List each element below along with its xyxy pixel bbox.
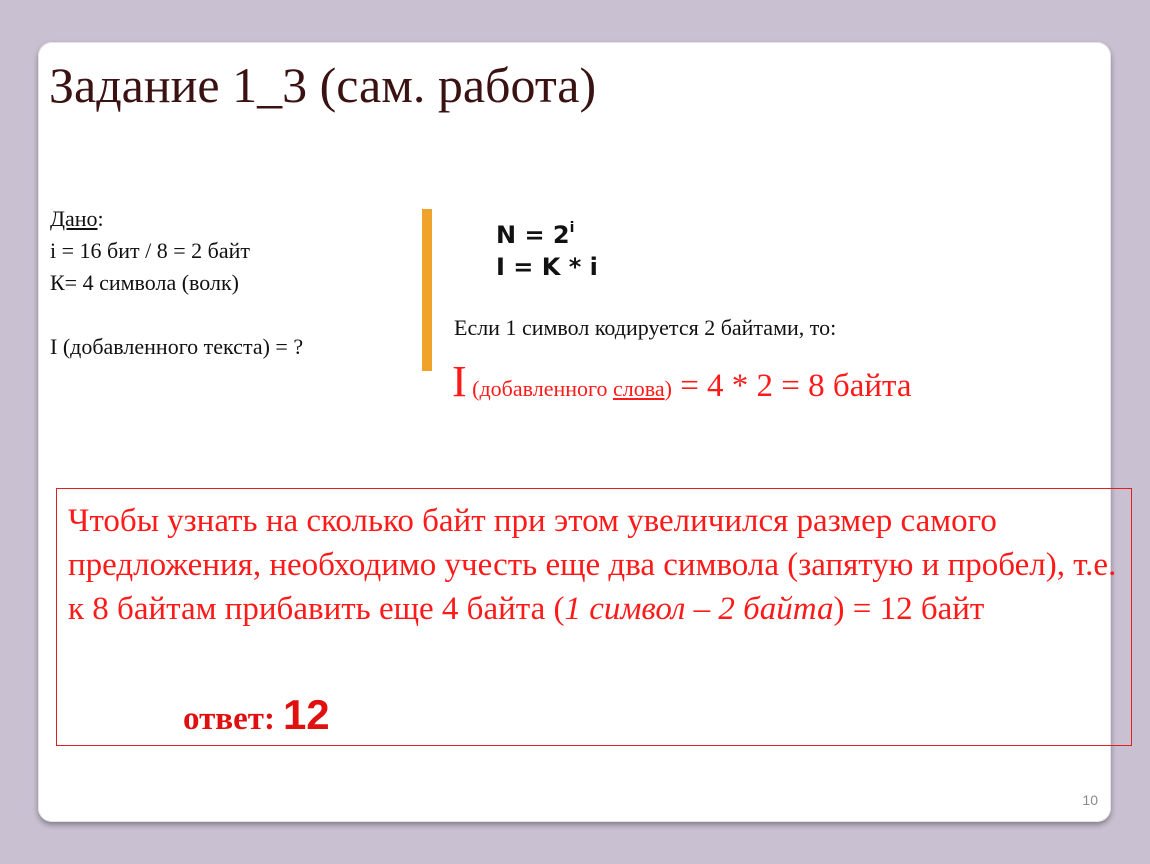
note-text-end: ) = 12 байт	[833, 591, 985, 627]
result-equation: = 4 * 2 = 8 байта	[671, 368, 912, 404]
given-heading: Дано	[50, 206, 98, 231]
result-underlined-word: слова	[613, 376, 665, 401]
formula-n-base: N = 2	[496, 221, 570, 249]
given-heading-colon: :	[97, 206, 104, 231]
result-paren-open: (добавленного	[466, 376, 613, 401]
condition-text: Если 1 символ кодируется 2 байтами, то:	[454, 315, 837, 340]
formula-n	[496, 214, 598, 251]
given-block	[50, 203, 420, 363]
answer	[183, 690, 330, 750]
divider-bar	[422, 209, 432, 371]
answer-value: 12	[282, 691, 330, 738]
note-text	[68, 499, 1118, 631]
slide-title: Задание 1_3 (сам. работа)	[49, 57, 597, 113]
given-line-k: К= 4 символа (волк)	[50, 270, 239, 295]
note-text-plain: Чтобы узнать на сколько байт при этом увеличился размер самого предложения, необходимо учесть еще два символа (запятую и пробел), т.е. к 8 байтам прибавить еще 4 байта (	[68, 503, 1117, 627]
formulas-block	[496, 214, 598, 283]
result-symbol: I	[452, 357, 467, 406]
given-line-i: i = 16 бит / 8 = 2 байт	[50, 238, 250, 263]
result-line	[452, 350, 911, 424]
formula-n-exponent: i	[569, 220, 575, 236]
given-spacer	[50, 299, 420, 331]
result-paren-close: )	[664, 376, 672, 401]
given-question: I (добавленного текста) = ?	[50, 334, 304, 359]
page-number: 10	[1082, 792, 1098, 808]
given-heading-line	[50, 203, 420, 235]
formula-i: I = K * i	[496, 253, 598, 281]
note-text-italic: 1 символ – 2 байта	[564, 591, 834, 627]
answer-label: ответ:	[183, 701, 275, 737]
